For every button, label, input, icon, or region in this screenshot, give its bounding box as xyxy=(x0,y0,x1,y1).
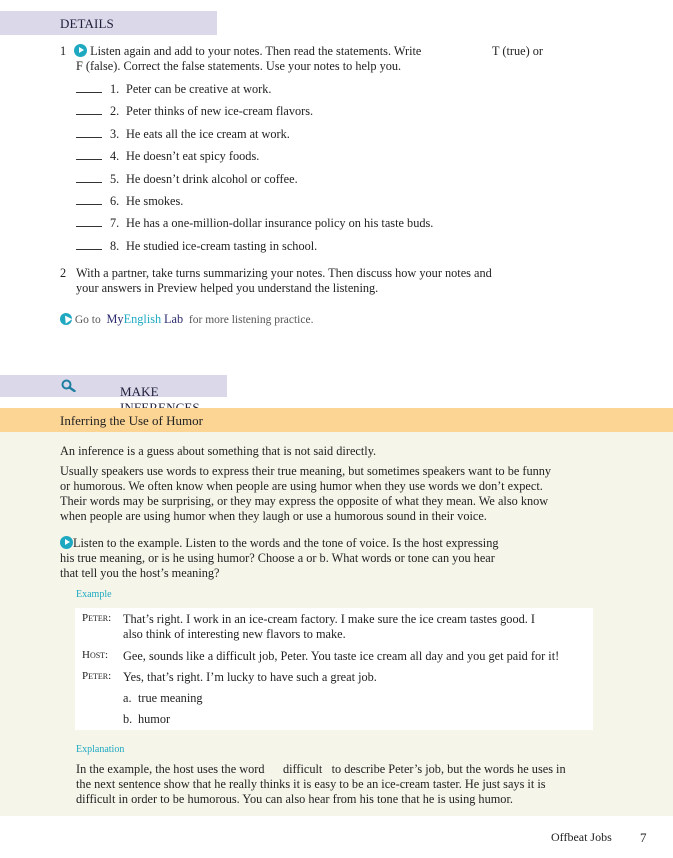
magnifier-icon xyxy=(61,379,76,392)
explanation-line: the next sentence show that he really thinks it is easy to be an ice-cream taster. He just says it is xyxy=(76,777,546,791)
answer-blank[interactable] xyxy=(76,238,102,250)
question-1-true-false: T (true) or xyxy=(492,44,543,58)
inference-definition: An inference is a guess about something that is not said directly. xyxy=(60,444,377,458)
statement-number: 7. xyxy=(110,216,120,230)
statement-text: He doesn’t drink alcohol or coffee. xyxy=(126,172,298,186)
statement-item xyxy=(76,81,271,97)
dialogue-line-text: Yes, that’s right. I’m lucky to have such a great job. xyxy=(123,670,377,684)
humor-paragraph xyxy=(60,464,660,524)
dialogue-speaker: Peter: xyxy=(82,612,112,624)
humor-paragraph-line: Usually speakers use words to express their true meaning, but sometimes speakers want to be funny xyxy=(60,464,552,478)
instruction-line: that tell you the host’s meaning? xyxy=(60,566,220,580)
lab-link-lab: Lab xyxy=(164,312,184,326)
statement-text: He smokes. xyxy=(126,194,184,208)
details-section-header xyxy=(0,11,217,35)
myenglishlab-link[interactable] xyxy=(60,312,313,328)
inferences-header-text: MAKE xyxy=(120,384,159,399)
instruction-line: his true meaning, or is he using humor? Choose a or b. What words or tone can you hear xyxy=(60,551,495,565)
inferences-header-title xyxy=(60,379,159,399)
example-label: Example xyxy=(76,589,112,600)
answer-blank[interactable] xyxy=(76,126,102,138)
statement-text: He eats all the ice cream at work. xyxy=(126,127,290,141)
choice-text: humor xyxy=(138,712,171,726)
answer-blank[interactable] xyxy=(76,215,102,227)
details-header-title: DETAILS xyxy=(60,16,114,31)
humor-paragraph-line: Their words may be surprising, or they may express the opposite of what they mean. We also know xyxy=(60,494,549,508)
statement-item xyxy=(76,103,313,119)
question-1-line2: F (false). Correct the false statements. Use your notes to help you. xyxy=(76,59,402,73)
choice-text: true meaning xyxy=(138,691,203,705)
lab-link-my: My xyxy=(106,312,124,326)
dialogue-line-text: That’s right. I work in an ice-cream factory. I make sure the ice cream tastes good. I xyxy=(123,612,535,626)
instruction-line-text: Listen to the example. Listen to the words and the tone of voice. Is the host expressing xyxy=(73,536,499,550)
statement-item xyxy=(76,126,290,142)
statement-item xyxy=(76,148,259,164)
footer-page-number: 7 xyxy=(640,830,647,845)
statement-item xyxy=(76,238,317,254)
explanation-line: difficult in order to be humorous. You can also hear from his tone that he is using humor. xyxy=(76,792,513,806)
statement-item xyxy=(76,193,183,209)
audio-play-icon[interactable] xyxy=(60,536,73,549)
statement-number: 5. xyxy=(110,172,120,186)
instruction-line xyxy=(60,536,660,551)
statement-number: 8. xyxy=(110,239,120,253)
statement-number: 4. xyxy=(110,149,120,163)
statement-number: 6. xyxy=(110,194,120,208)
answer-blank[interactable] xyxy=(76,103,102,115)
audio-play-icon[interactable] xyxy=(74,44,87,57)
dialogue-line xyxy=(123,612,535,642)
statement-item xyxy=(76,215,433,231)
statement-item xyxy=(76,171,298,187)
explanation-label: Explanation xyxy=(76,744,125,755)
question-1-number: 1 xyxy=(60,44,67,58)
dialogue-speaker: Peter: xyxy=(82,670,112,682)
choice-letter: a. xyxy=(123,691,132,705)
answer-blank[interactable] xyxy=(76,148,102,160)
statement-number: 3. xyxy=(110,127,120,141)
dialogue-line-text: Gee, sounds like a difficult job, Peter. You taste ice cream all day and you get paid for it! xyxy=(123,649,560,663)
humor-subheader-title: Inferring the Use of Humor xyxy=(60,413,203,428)
inferences-section-header xyxy=(0,375,227,397)
explanation-line: In the example, the host uses the word difficult to describe Peter’s job, but the words he uses in xyxy=(76,762,566,776)
question-1-line1: Listen again and add to your notes. Then read the statements. Write xyxy=(90,44,422,58)
statement-text: He studied ice-cream tasting in school. xyxy=(126,239,318,253)
lab-link-prefix: Go to xyxy=(74,314,101,326)
choice-b[interactable] xyxy=(123,712,170,727)
example-dialogue-box xyxy=(75,608,593,730)
question-2-line2: your answers in Preview helped you understand the listening. xyxy=(76,281,379,295)
explanation-text xyxy=(76,762,666,807)
humor-paragraph-line: or humorous. We often know when people are using humor when they use words we don’t expect. xyxy=(60,479,543,493)
example-instruction xyxy=(60,536,660,581)
statement-number: 1. xyxy=(110,82,120,96)
choice-letter: b. xyxy=(123,712,133,726)
statement-text: He has a one-million-dollar insurance policy on his taste buds. xyxy=(126,216,434,230)
humor-paragraph-line: when people are using humor when they laugh or use a humorous sound in their voice. xyxy=(60,509,487,523)
cursor-icon xyxy=(60,313,72,325)
answer-blank[interactable] xyxy=(76,81,102,93)
statement-text: He doesn’t eat spicy foods. xyxy=(126,149,260,163)
statement-text: Peter can be creative at work. xyxy=(126,82,272,96)
footer-chapter-title: Offbeat Jobs xyxy=(551,830,612,844)
question-2-number: 2 xyxy=(60,266,67,280)
statement-text: Peter thinks of new ice-cream flavors. xyxy=(126,104,314,118)
answer-blank[interactable] xyxy=(76,193,102,205)
dialogue-line-text: also think of interesting new flavors to make. xyxy=(123,627,346,641)
humor-subheader xyxy=(0,408,673,432)
lab-link-suffix: for more listening practice. xyxy=(188,314,314,326)
choice-a[interactable] xyxy=(123,691,203,706)
question-2-line1: With a partner, take turns summarizing your notes. Then discuss how your notes and xyxy=(76,266,492,280)
dialogue-speaker: Host: xyxy=(82,649,109,661)
answer-blank[interactable] xyxy=(76,171,102,183)
lab-link-english: English xyxy=(123,312,162,326)
statement-number: 2. xyxy=(110,104,120,118)
